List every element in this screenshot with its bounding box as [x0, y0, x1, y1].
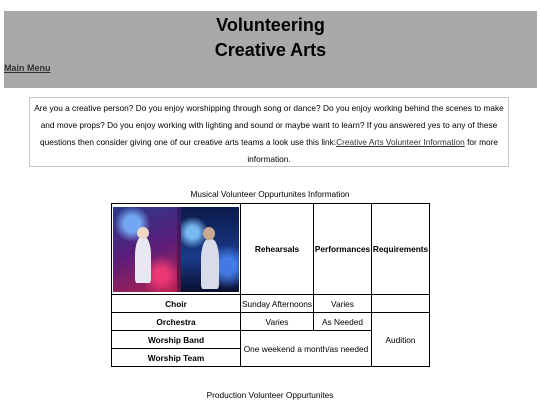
page-title: Volunteering — [216, 15, 325, 35]
cell-rehearsals: Sunday Afternoons — [241, 295, 314, 313]
table-row — [112, 295, 430, 313]
row-label-choir: Choir — [112, 295, 241, 313]
worship-photo — [113, 207, 239, 292]
volunteer-info-link[interactable]: Creative Arts Volunteer Information — [336, 137, 465, 147]
intro-text-end: for more information. — [247, 137, 498, 164]
production-caption: Production Volunteer Oppurtunites — [206, 390, 334, 400]
cell-performances: Varies — [314, 295, 372, 313]
cell-requirements — [372, 295, 430, 313]
cell-audition: Audition — [372, 313, 430, 367]
page-header — [4, 11, 537, 88]
page-subtitle: Creative Arts — [214, 40, 327, 60]
main-menu-link[interactable]: Main Menu — [4, 63, 51, 73]
table-header-row — [112, 204, 430, 295]
intro-text: Are you a creative person? Do you enjoy worshipping through song or dance? Do you enjoy working behind the scenes to make and move props? Do you enjoy working with lighting and sound or maybe want to learn? If you answered yes to any of these questions then consider giving one of our creative arts teams a look use this link: — [34, 103, 504, 147]
col-header-performances: Performances — [314, 204, 372, 295]
worship-photo-cell — [112, 204, 241, 295]
col-header-requirements: Requirements — [372, 204, 430, 295]
col-header-rehearsals: Rehearsals — [241, 204, 314, 295]
musical-table — [111, 203, 430, 367]
row-label-orchestra: Orchestra — [112, 313, 241, 331]
cell-merged-schedule: One weekend a month/as needed — [241, 331, 372, 367]
row-label-worship-band: Worship Band — [112, 331, 241, 349]
row-label-worship-team: Worship Team — [112, 349, 241, 367]
table-row — [112, 313, 430, 331]
cell-performances: As Needed — [314, 313, 372, 331]
cell-rehearsals: Varies — [241, 313, 314, 331]
intro-box — [29, 97, 509, 167]
musical-caption: Musical Volunteer Oppurtunites Information — [190, 189, 350, 199]
